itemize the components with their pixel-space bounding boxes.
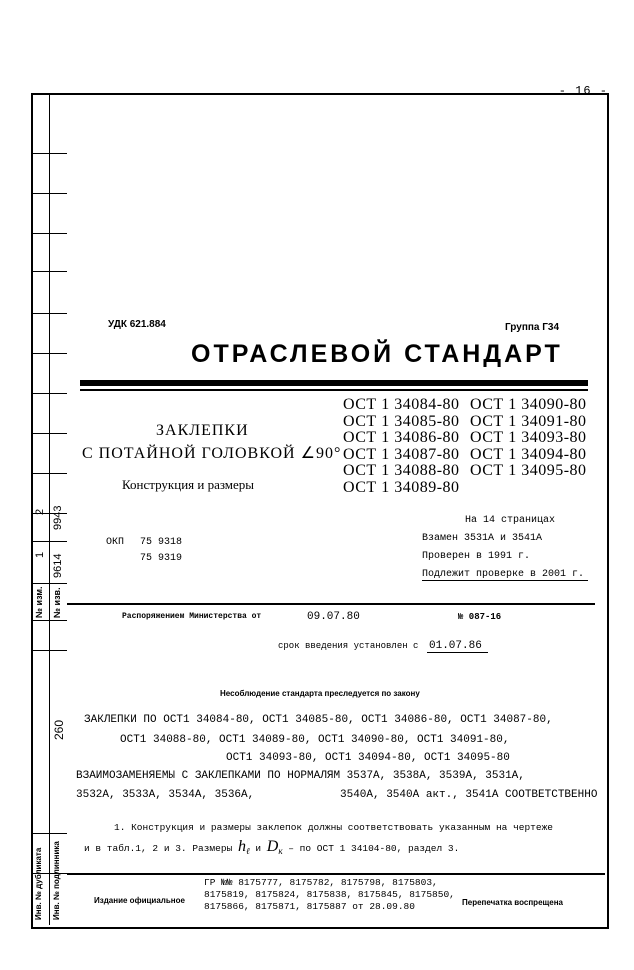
product-name-line2: С ПОТАЙНОЙ ГОЛОВКОЙ ∠90°: [82, 445, 342, 462]
clause1-line2: и в табл.1, 2 и 3. Размеры $h_\ell$ и $D_к$ – по ОСТ 1 34104-80, раздел 3.: [84, 838, 460, 856]
okp-label: ОКП: [106, 537, 125, 548]
standard-item: ОСТ 1 34095-80: [470, 462, 587, 479]
sidebar-izm-label: № изм.: [34, 586, 44, 618]
okp-code2: 75 9319: [140, 553, 183, 564]
okp-code1: 75 9318: [140, 537, 183, 548]
clause1-line1: 1. Конструкция и размеры заклепок должны соответствовать указанным на чертеже: [114, 822, 553, 833]
sidebar-orig-label: Инв. № подлинника: [52, 841, 61, 920]
replaces: Взамен 3531А и 3541А: [422, 533, 543, 544]
header-bottom-rule: [67, 603, 595, 605]
interchange-line1: ЗАКЛЕПКИ ПО ОСТ1 34084-80, ОСТ1 34085-80, ОСТ1 34086-80, ОСТ1 34087-80,: [84, 714, 553, 726]
standard-item: ОСТ 1 34091-80: [470, 412, 587, 430]
footer-gr-block: ГР №№ 8175777, 8175782, 8175798, 8175803, 8175819, 8175824, 8175838, 8175845, 8175850, 8175866, 8175871, 8175887 от 28.09.80: [204, 877, 455, 912]
product-subtitle: Конструкция и размеры: [122, 477, 255, 492]
group-code: Группа Г34: [505, 322, 560, 333]
sidebar-row2-izm: 2: [34, 508, 46, 515]
standard-item: ОСТ 1 34093-80: [470, 429, 587, 446]
symbol-d: D: [266, 838, 279, 855]
sidebar-orig-value: 260: [52, 719, 66, 740]
interchange-line3: ОСТ1 34093-80, ОСТ1 34094-80, ОСТ1 34095-80: [226, 752, 510, 764]
standard-item: ОСТ 1 34085-80: [343, 412, 460, 430]
standards-col2: [470, 397, 587, 480]
symbol-h: h: [237, 838, 246, 855]
title-rule-thin: [80, 389, 588, 391]
standard-item: ОСТ 1 34088-80: [343, 462, 460, 479]
sidebar-izv-label: № изв.: [52, 587, 62, 618]
standard-item: ОСТ 1 34089-80: [343, 478, 460, 496]
checked: Проверен в 1991 г.: [422, 551, 531, 562]
order-date: 09.07.80: [307, 611, 360, 623]
main-title: ОТРАСЛЕВОЙ СТАНДАРТ: [191, 340, 563, 368]
sidebar-row1-izv: 9614: [52, 553, 64, 578]
law-notice: Несоблюдение стандарта преследуется по закону: [220, 689, 420, 698]
pages-count: На 14 страницах: [465, 515, 556, 526]
footer-rule: [67, 873, 605, 875]
sidebar-dup-label: Инв. № дубликата: [34, 847, 43, 920]
product-name-line1: ЗАКЛЕПКИ: [156, 422, 249, 439]
standard-item: ОСТ 1 34086-80: [343, 429, 460, 446]
document-frame: [31, 93, 609, 929]
standard-item: ОСТ 1 34087-80: [343, 445, 460, 463]
page-number: - 16 -: [558, 84, 608, 98]
udk-code: УДК 621.884: [108, 319, 166, 330]
interchange-line4: ВЗАИМОЗАМЕНЯЕМЫ С ЗАКЛЕПКАМИ ПО НОРМАЛЯМ 3537А, 3538А, 3539А, 3531А,: [76, 770, 525, 782]
effective-prefix: срок введения установлен с: [278, 641, 419, 651]
interchange-line5: 3532А, 3533А, 3534А, 3536А,: [76, 789, 255, 801]
interchange-line2: ОСТ1 34088-80, ОСТ1 34089-80, ОСТ1 34090-80, ОСТ1 34091-80,: [120, 734, 510, 746]
standards-col1: [343, 397, 460, 496]
sidebar-row1-izm: 1: [34, 551, 46, 558]
interchange-line6: 3540А, 3540А акт., 3541А СООТВЕТСТВЕННО: [340, 789, 598, 801]
title-rule-thick: [80, 380, 588, 386]
order-number: № 087-16: [458, 612, 502, 622]
sidebar-row2-izv: 9943: [52, 505, 64, 530]
recheck: Подлежит проверке в 2001 г.: [422, 569, 588, 581]
standard-item: ОСТ 1 34094-80: [470, 445, 587, 463]
standard-item: ОСТ 1 34084-80: [343, 396, 460, 413]
footer-reprint: Перепечатка воспрещена: [462, 898, 563, 907]
standard-item: ОСТ 1 34090-80: [470, 396, 587, 413]
footer-official: Издание официальное: [94, 896, 185, 905]
order-prefix: Распоряжением Министерства от: [122, 612, 262, 621]
effective-date: 01.07.86: [427, 640, 488, 653]
